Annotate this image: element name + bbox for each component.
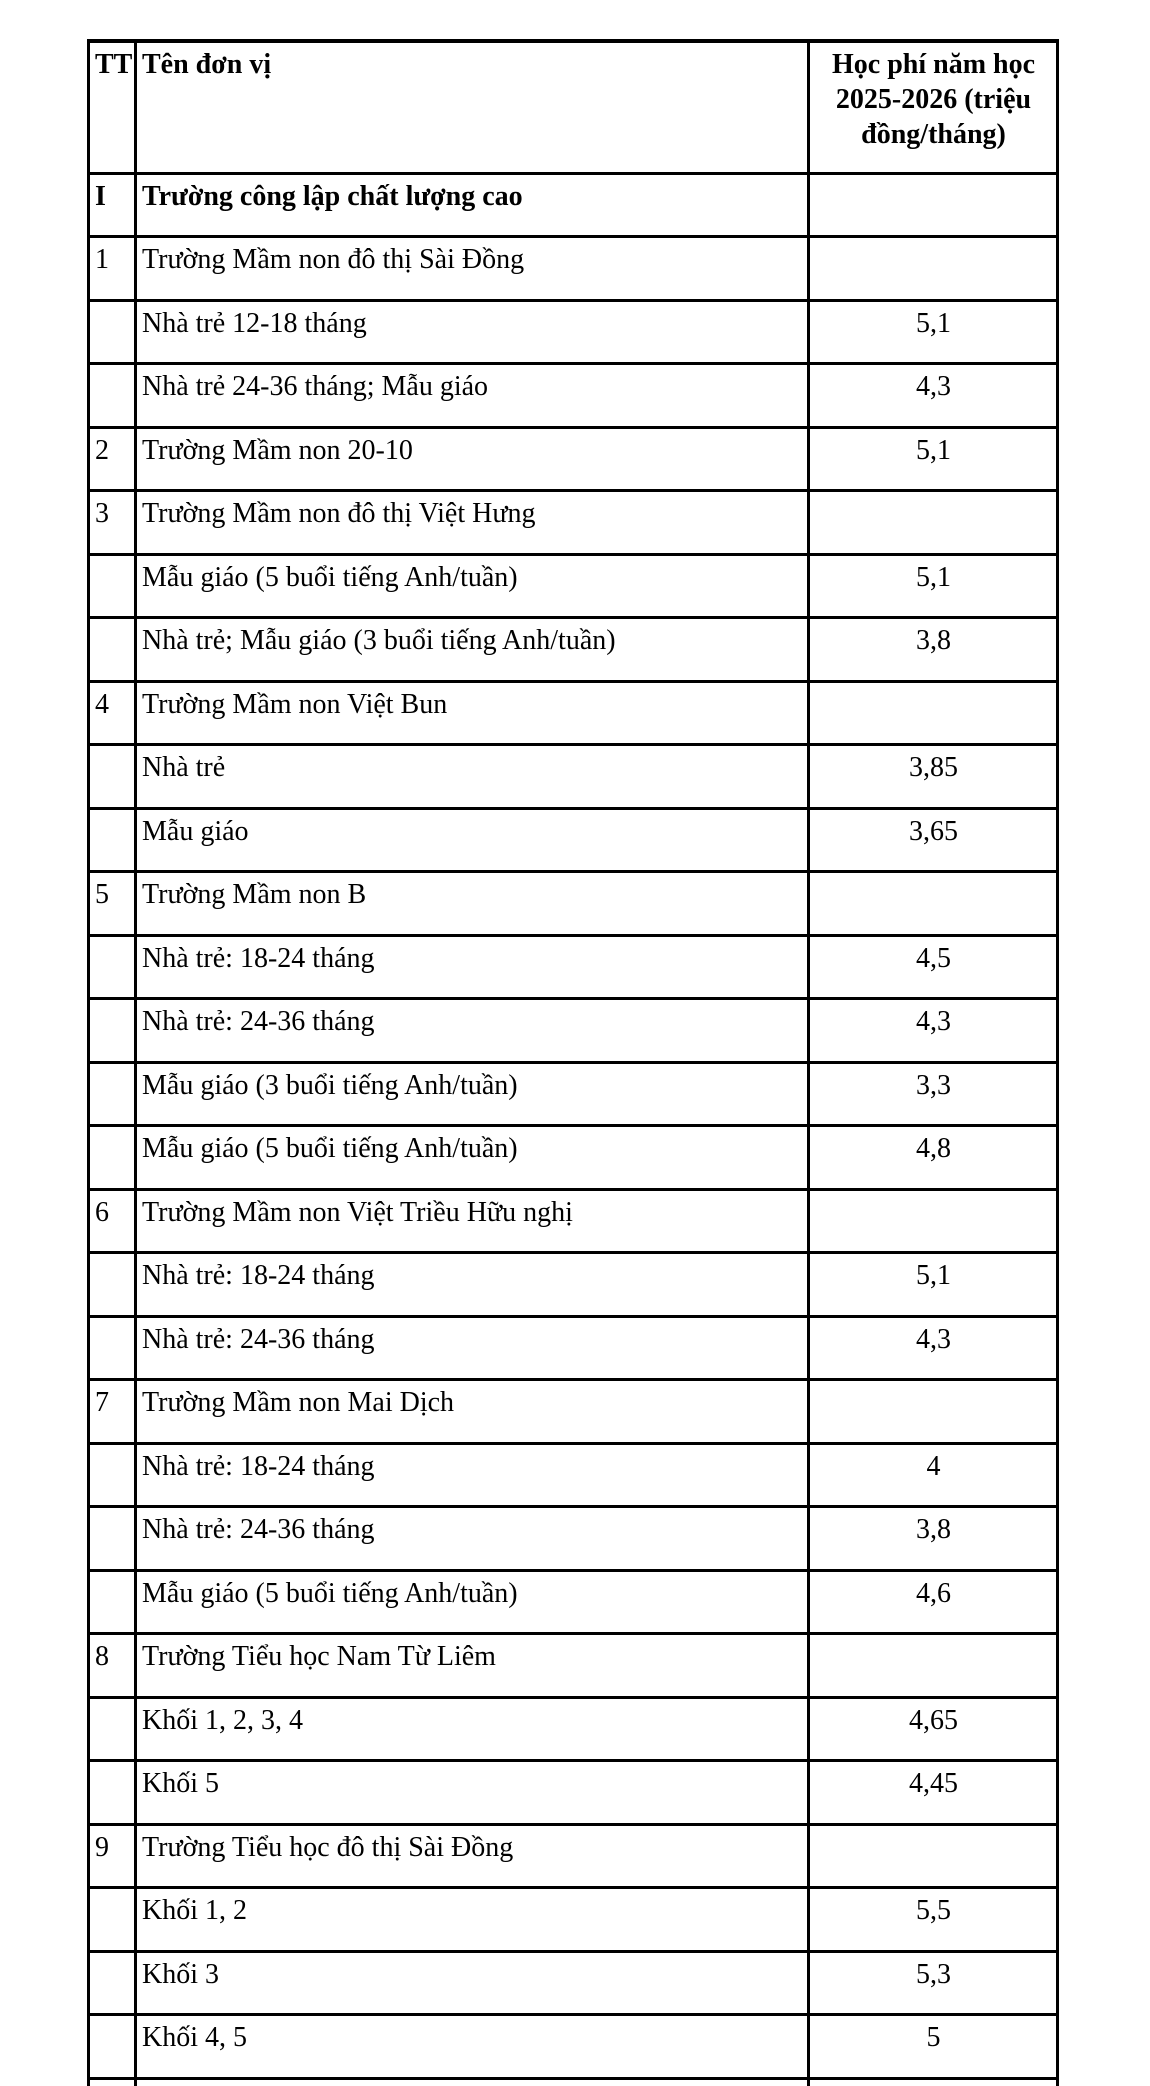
cell-tt xyxy=(89,808,136,872)
table-row xyxy=(89,1888,1058,1952)
cell-fee: 5,5 xyxy=(809,1888,1058,1952)
table-row xyxy=(89,237,1058,301)
cell-fee: 5,1 xyxy=(809,554,1058,618)
cell-tt xyxy=(89,1316,136,1380)
cell-fee: 3,8 xyxy=(809,618,1058,682)
table-body xyxy=(89,173,1058,2086)
cell-fee xyxy=(809,681,1058,745)
cell-name: Trường Mầm non đô thị Sài Đồng xyxy=(136,237,809,301)
cell-name: Mẫu giáo (5 buổi tiếng Anh/tuần) xyxy=(136,1570,809,1634)
table-row xyxy=(89,1951,1058,2015)
cell-tt: 1 xyxy=(89,237,136,301)
cell-fee: 4,8 xyxy=(809,1126,1058,1190)
cell-tt xyxy=(89,999,136,1063)
cell-name: Khối 1, 2, 3, 4 xyxy=(136,1697,809,1761)
cell-tt xyxy=(89,1761,136,1825)
table-row xyxy=(89,1189,1058,1253)
table-row xyxy=(89,1316,1058,1380)
table-row xyxy=(89,1824,1058,1888)
header-cell-name: Tên đơn vị xyxy=(136,41,809,173)
cell-tt xyxy=(89,1443,136,1507)
table-row xyxy=(89,364,1058,428)
cell-tt xyxy=(89,1570,136,1634)
cell-name: Trường Mầm non Việt Triều Hữu nghị xyxy=(136,1189,809,1253)
cell-tt xyxy=(89,1253,136,1317)
cell-tt xyxy=(89,1697,136,1761)
tuition-fee-table xyxy=(87,39,1059,2086)
cell-fee: 3,65 xyxy=(809,808,1058,872)
cell-tt xyxy=(89,1888,136,1952)
table-row xyxy=(89,1634,1058,1698)
cell-tt xyxy=(89,554,136,618)
cell-name: Trường Mầm non Việt Bun xyxy=(136,681,809,745)
cell-fee: 3,3 xyxy=(809,1062,1058,1126)
table-row xyxy=(89,2015,1058,2079)
cell-name: Khối 4, 5 xyxy=(136,2015,809,2079)
cell-name: Nhà trẻ: 24-36 tháng xyxy=(136,1507,809,1571)
cell-name xyxy=(136,2078,809,2086)
table-row xyxy=(89,872,1058,936)
cell-fee xyxy=(809,491,1058,555)
cell-fee: 5,1 xyxy=(809,1253,1058,1317)
cell-name: Khối 3 xyxy=(136,1951,809,2015)
table-row xyxy=(89,2078,1058,2086)
cell-tt xyxy=(89,1062,136,1126)
table-row xyxy=(89,618,1058,682)
cell-name: Mẫu giáo (3 buổi tiếng Anh/tuần) xyxy=(136,1062,809,1126)
table-row xyxy=(89,1761,1058,1825)
cell-fee: 4,3 xyxy=(809,999,1058,1063)
cell-name: Nhà trẻ 24-36 tháng; Mẫu giáo xyxy=(136,364,809,428)
section-row xyxy=(89,173,1058,237)
cell-name: Mẫu giáo xyxy=(136,808,809,872)
cell-tt: 8 xyxy=(89,1634,136,1698)
cell-fee: 4,3 xyxy=(809,364,1058,428)
table-row xyxy=(89,1443,1058,1507)
table-row xyxy=(89,1380,1058,1444)
cell-name: Nhà trẻ: 18-24 tháng xyxy=(136,1443,809,1507)
cell-name: Trường Tiểu học đô thị Sài Đồng xyxy=(136,1824,809,1888)
cell-fee: 5,1 xyxy=(809,427,1058,491)
cell-tt xyxy=(89,2078,136,2086)
cell-fee xyxy=(809,1380,1058,1444)
cell-fee xyxy=(809,173,1058,237)
cell-fee: 4,65 xyxy=(809,1697,1058,1761)
table-row xyxy=(89,1570,1058,1634)
table-row xyxy=(89,681,1058,745)
cell-name: Trường Mầm non B xyxy=(136,872,809,936)
table-row xyxy=(89,935,1058,999)
cell-tt xyxy=(89,935,136,999)
cell-fee: 5 xyxy=(809,2015,1058,2079)
cell-name: Trường công lập chất lượng cao xyxy=(136,173,809,237)
table-row xyxy=(89,491,1058,555)
cell-fee xyxy=(809,872,1058,936)
cell-tt: 7 xyxy=(89,1380,136,1444)
cell-fee xyxy=(809,1634,1058,1698)
cell-fee: 4,5 xyxy=(809,935,1058,999)
cell-name: Mẫu giáo (5 buổi tiếng Anh/tuần) xyxy=(136,1126,809,1190)
cell-fee: 4,6 xyxy=(809,1570,1058,1634)
cell-name: Trường Mầm non Mai Dịch xyxy=(136,1380,809,1444)
cell-fee xyxy=(809,1189,1058,1253)
table-row xyxy=(89,808,1058,872)
header-row xyxy=(89,41,1058,173)
table-row xyxy=(89,1507,1058,1571)
cell-tt xyxy=(89,300,136,364)
cell-tt xyxy=(89,1951,136,2015)
cell-name: Trường Mầm non 20-10 xyxy=(136,427,809,491)
cell-tt: 4 xyxy=(89,681,136,745)
cell-name: Nhà trẻ: 24-36 tháng xyxy=(136,999,809,1063)
cell-name: Trường Mầm non đô thị Việt Hưng xyxy=(136,491,809,555)
cell-name: Nhà trẻ: 24-36 tháng xyxy=(136,1316,809,1380)
table-row xyxy=(89,745,1058,809)
table-row xyxy=(89,1062,1058,1126)
cell-tt xyxy=(89,1126,136,1190)
cell-tt xyxy=(89,745,136,809)
cell-tt xyxy=(89,1507,136,1571)
cell-fee: 4,45 xyxy=(809,1761,1058,1825)
cell-tt: 5 xyxy=(89,872,136,936)
cell-name: Nhà trẻ: 18-24 tháng xyxy=(136,935,809,999)
cell-fee: 4,3 xyxy=(809,1316,1058,1380)
table-row xyxy=(89,1253,1058,1317)
cell-name: Trường Tiểu học Nam Từ Liêm xyxy=(136,1634,809,1698)
cell-name: Nhà trẻ: 18-24 tháng xyxy=(136,1253,809,1317)
table-row xyxy=(89,554,1058,618)
cell-name: Nhà trẻ 12-18 tháng xyxy=(136,300,809,364)
cell-name: Khối 1, 2 xyxy=(136,1888,809,1952)
cell-fee: 4 xyxy=(809,1443,1058,1507)
table-row xyxy=(89,1697,1058,1761)
cell-fee xyxy=(809,237,1058,301)
cell-name: Nhà trẻ; Mẫu giáo (3 buổi tiếng Anh/tuần) xyxy=(136,618,809,682)
cell-tt: 6 xyxy=(89,1189,136,1253)
cell-fee: 5,3 xyxy=(809,1951,1058,2015)
cell-tt: 3 xyxy=(89,491,136,555)
cell-tt xyxy=(89,364,136,428)
cell-tt xyxy=(89,618,136,682)
cell-name: Nhà trẻ xyxy=(136,745,809,809)
header-cell-fee: Học phí năm học 2025-2026 (triệu đồng/tháng) xyxy=(809,41,1058,173)
cell-fee xyxy=(809,2078,1058,2086)
cell-tt xyxy=(89,2015,136,2079)
cell-tt: 9 xyxy=(89,1824,136,1888)
cell-name: Mẫu giáo (5 buổi tiếng Anh/tuần) xyxy=(136,554,809,618)
cell-tt: I xyxy=(89,173,136,237)
header-cell-tt: TT xyxy=(89,41,136,173)
cell-fee: 3,85 xyxy=(809,745,1058,809)
table-row xyxy=(89,300,1058,364)
table-row xyxy=(89,999,1058,1063)
cell-tt: 2 xyxy=(89,427,136,491)
cell-name: Khối 5 xyxy=(136,1761,809,1825)
table-row xyxy=(89,1126,1058,1190)
table-row xyxy=(89,427,1058,491)
cell-fee xyxy=(809,1824,1058,1888)
cell-fee: 3,8 xyxy=(809,1507,1058,1571)
cell-fee: 5,1 xyxy=(809,300,1058,364)
